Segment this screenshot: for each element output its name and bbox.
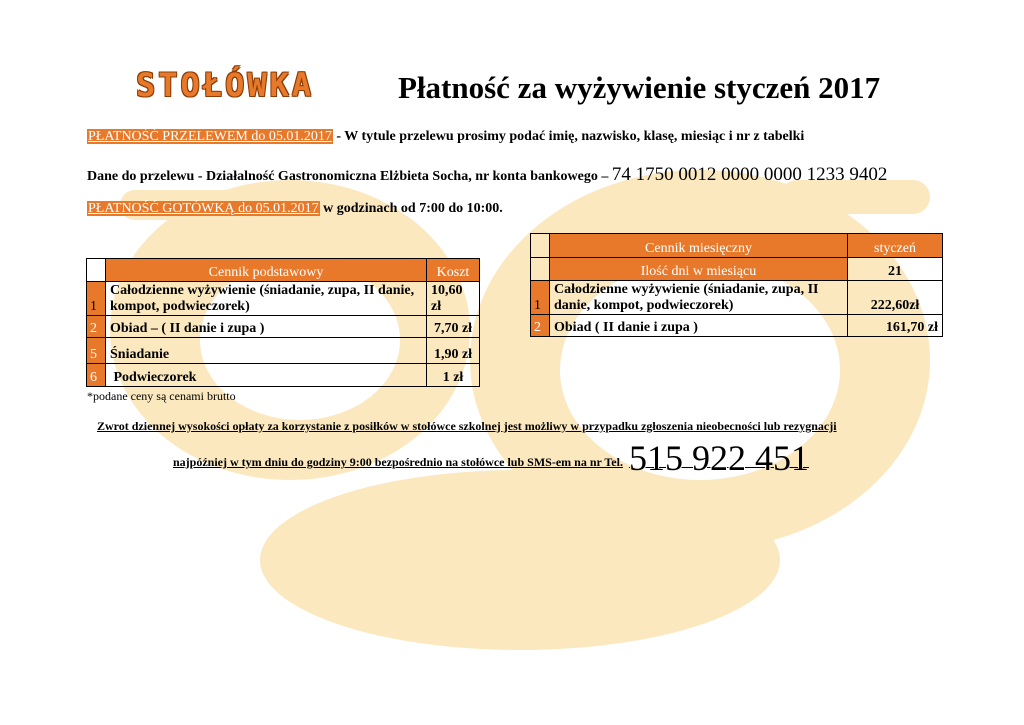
- refund-text: najpóźniej w tym dniu do godziny 9:00 bezpośrednio na stołówce lub SMS-em na nr Tel.: [173, 455, 623, 469]
- monthly-header-name: Cennik miesięczny: [550, 234, 848, 258]
- table-row: [87, 364, 480, 387]
- table-row: [87, 282, 480, 316]
- row-name: Całodzienne wyżywienie (śniadanie, zupa, II danie, kompot, podwieczorek): [550, 281, 848, 315]
- table-row: [531, 315, 943, 337]
- cash-text: w godzinach od 7:00 do 10:00.: [319, 201, 503, 216]
- monthly-price-table: [530, 233, 943, 337]
- refund-line-2: [173, 437, 809, 479]
- table-row: [531, 258, 943, 281]
- transfer-label: PŁATNOŚĆ PRZELEWEM do 05.01.2017: [88, 129, 332, 144]
- row-name: Podwieczorek: [106, 364, 427, 387]
- row-cost: 1,90 zł: [427, 338, 480, 364]
- monthly-header-month: styczeń: [848, 234, 943, 258]
- cash-line: [87, 201, 503, 217]
- row-number: 2: [87, 316, 106, 338]
- row-cost: 222,60zł: [848, 281, 943, 315]
- row-name: Obiad ( II danie i zupa ): [550, 315, 848, 337]
- row-number: 2: [531, 315, 550, 337]
- table-cell-empty: [87, 259, 106, 282]
- row-number: 6: [87, 364, 106, 387]
- bank-text: Dane do przelewu - Działalność Gastronomiczna Elżbieta Socha, nr konta bankowego –: [87, 169, 612, 184]
- table-row: [87, 338, 480, 364]
- row-number: 1: [531, 281, 550, 315]
- days-value: 21: [848, 258, 943, 281]
- bank-line: [87, 164, 887, 186]
- row-name: Śniadanie: [106, 338, 427, 364]
- row-cost: 10,60 zł: [427, 282, 480, 316]
- transfer-line: [87, 129, 804, 145]
- basic-header-name: Cennik podstawowy: [106, 259, 427, 282]
- table-row: [87, 259, 480, 282]
- phone-number: 515 922 451: [628, 438, 809, 478]
- row-cost: 1 zł: [427, 364, 480, 387]
- table-row: [531, 281, 943, 315]
- page-title: Płatność za wyżywienie styczeń 2017: [398, 70, 881, 105]
- basic-header-cost: Koszt: [427, 259, 480, 282]
- table-row: [87, 316, 480, 338]
- price-note: *podane ceny są cenami brutto: [87, 389, 236, 403]
- row-name: Całodzienne wyżywienie (śniadanie, zupa, II danie, kompot, podwieczorek): [106, 282, 427, 316]
- basic-price-table: [86, 258, 480, 387]
- row-name: Obiad – ( II danie i zupa ): [106, 316, 427, 338]
- transfer-text: - W tytule przelewu prosimy podać imię, nazwisko, klasę, miesiąc i nr z tabelki: [332, 129, 805, 144]
- refund-line-1: Zwrot dziennej wysokości opłaty za korzystanie z posiłków w stołówce szkolnej jest możliwy w przypadku zgłoszenia nieobecności lub rezygnacji: [97, 419, 837, 433]
- table-row: [531, 234, 943, 258]
- row-cost: 161,70 zł: [848, 315, 943, 337]
- row-number: 1: [87, 282, 106, 316]
- row-cost: 7,70 zł: [427, 316, 480, 338]
- cash-label: PŁATNOŚĆ GOTÓWKĄ do 05.01.2017: [88, 201, 319, 216]
- logo-text: STOŁÓWKA: [136, 66, 315, 104]
- days-label: Ilość dni w miesiącu: [550, 258, 848, 281]
- row-number: 5: [87, 338, 106, 364]
- table-cell-empty: [531, 234, 550, 258]
- table-cell-empty: [531, 258, 550, 281]
- bank-account: 74 1750 0012 0000 0000 1233 9402: [611, 164, 888, 185]
